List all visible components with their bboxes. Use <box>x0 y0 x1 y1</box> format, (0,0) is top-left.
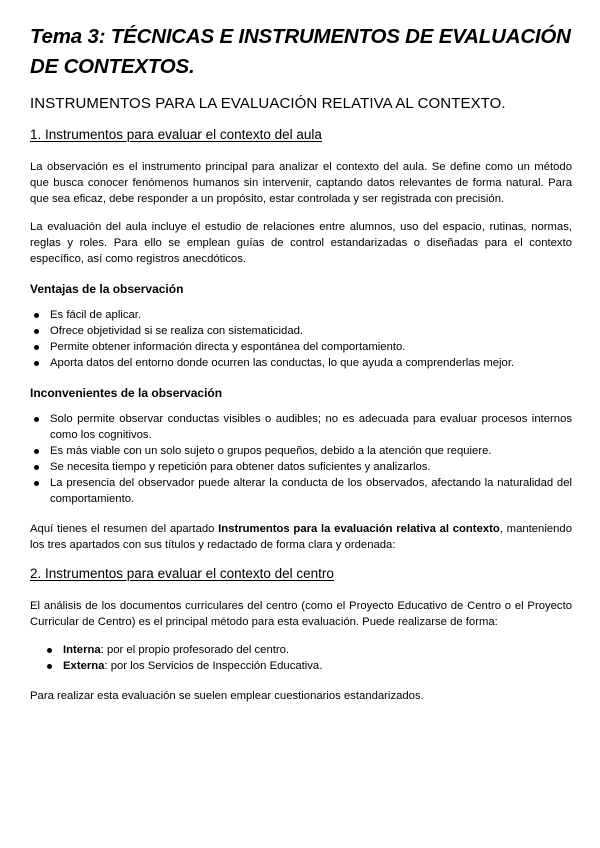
inconvenientes-heading: Inconvenientes de la observación <box>30 386 223 400</box>
list-item: Es fácil de aplicar. <box>30 307 572 323</box>
list-item: Se necesita tiempo y repetición para obtener datos suficientes y analizarlos. <box>30 459 572 475</box>
list-item: Permite obtener información directa y espontánea del comportamiento. <box>30 339 572 355</box>
section-1-heading: 1. Instrumentos para evaluar el contexto del aula <box>30 127 322 142</box>
document-title: Tema 3: TÉCNICAS E INSTRUMENTOS DE EVALUACIÓN DE CONTEXTOS. <box>30 25 571 78</box>
list-item: Ofrece objetividad si se realiza con sistematicidad. <box>30 323 572 339</box>
evaluation-type-list <box>30 642 572 674</box>
section-1-paragraph-1: La observación es el instrumento principal para analizar el contexto del aula. Se define como un método que busca conocer fenómenos humanos sin intervenir, captando datos relevantes de forma natural. Para que sea eficaz, debe responder a un propósito, estar controlada y ser registrada con precisión. <box>30 161 572 205</box>
item-text: : por los Servicios de Inspección Educativa. <box>104 660 323 672</box>
list-item: Aporta datos del entorno donde ocurren las conductas, lo que ayuda a comprenderlas mejor. <box>30 355 572 371</box>
section-2-paragraph: El análisis de los documentos curriculares del centro (como el Proyecto Educativo de Centro o el Proyecto Curricular de Centro) es el principal método para esta evaluación. Puede realizarse de forma: <box>30 600 572 628</box>
section-2-heading: 2. Instrumentos para evaluar el contexto del centro <box>30 566 334 581</box>
summary-text-before: Aquí tienes el resumen del apartado <box>30 523 219 535</box>
document-subtitle: INSTRUMENTOS PARA LA EVALUACIÓN RELATIVA AL CONTEXTO. <box>30 95 506 112</box>
item-text: : por el propio profesorado del centro. <box>100 644 290 656</box>
item-bold-label: Interna <box>63 644 101 656</box>
ventajas-heading: Ventajas de la observación <box>30 282 184 296</box>
item-bold-label: Externa <box>63 660 105 672</box>
list-item: La presencia del observador puede alterar la conducta de los observados, afectando la naturalidad del comportamiento. <box>30 475 572 507</box>
section-2-closing: Para realizar esta evaluación se suelen emplear cuestionarios estandarizados. <box>30 690 424 702</box>
ventajas-list <box>30 307 572 371</box>
list-item: Solo permite observar conductas visibles o audibles; no es adecuada para evaluar procesos internos como los cognitivos. <box>30 411 572 443</box>
inconvenientes-list <box>30 411 572 507</box>
list-item: Es más viable con un solo sujeto o grupos pequeños, debido a la atención que requiere. <box>30 443 572 459</box>
summary-paragraph <box>30 521 572 553</box>
summary-text-bold: Instrumentos para la evaluación relativa al contexto <box>218 523 500 535</box>
list-item <box>30 658 572 674</box>
summary-text-after: , manteniendo los tres apartados con sus títulos y redactado de forma clara y ordenada: <box>30 523 572 551</box>
list-item <box>30 642 572 658</box>
section-1-paragraph-2: La evaluación del aula incluye el estudio de relaciones entre alumnos, uso del espacio, rutinas, normas, reglas y roles. Para ello se emplean guías de control estandarizadas o diseñadas para el contexto específico, así como registros anecdóticos. <box>30 221 572 265</box>
